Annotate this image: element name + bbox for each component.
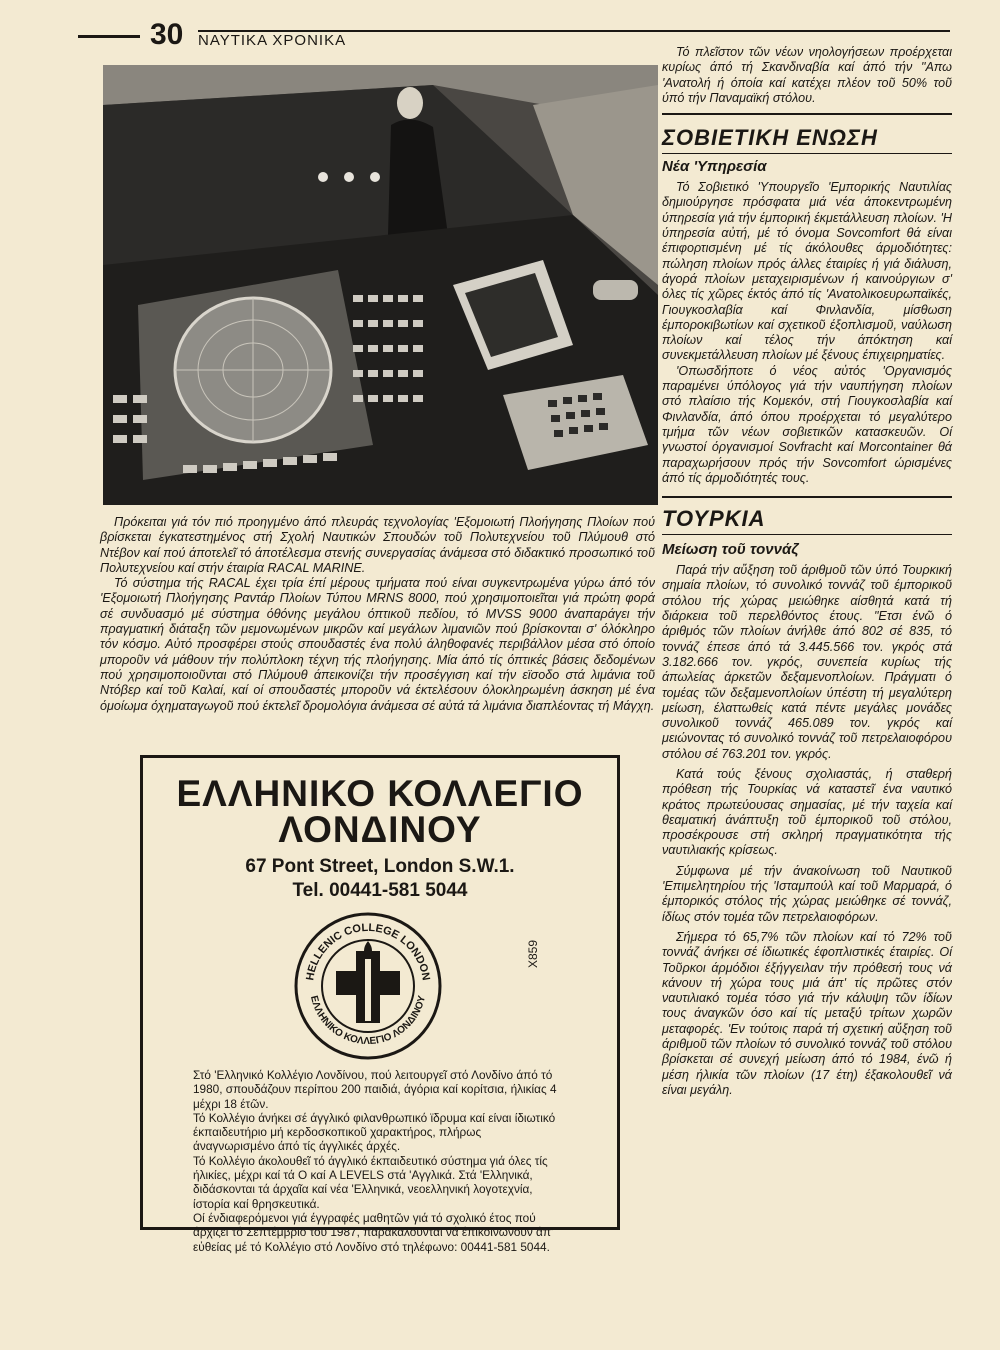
header-rule-left: [78, 35, 140, 38]
photo-caption: [100, 515, 655, 714]
section-subtitle-turkey: Μείωση τοῦ τοννάζ: [662, 541, 799, 559]
ad-body-text: [193, 1068, 563, 1254]
ad-title-line1: ΕΛΛΗΝΙΚΟ ΚΟΛΛΕΓΙΟ: [176, 773, 584, 814]
magazine-name: ΝΑΥΤΙΚΑ ΧΡΟΝΙΚΑ: [198, 32, 347, 49]
soviet-paragraph: Τό Σοβιετικό 'Υπουργεῖο 'Εμπορικής Ναυτιλίας δημιούργησε πρόσφατα μιά νέα άποκεντρωμένη ύπηρεσία γιά τήν έμπορική έκμετάλλευση πλοίων. 'Η ύπηρεσία αὐτή, μέ τό όνομα Sovcomfort θά είναι έπιφορτισμένη μέ τίς άκόλουθες άρμοδιότητες: πώληση πλοίων πρός άλλες έταιρίες ή γιά διάλυση, άγορά πλοίων μεταχειρισμένων ή καινούργιων σ' όλες τίς χῶρες έκτός άπό τίς 'Ανατολικοευρωπαϊκές, Γιουγκοσλαβία καί Φινλανδία, μίσθωση έμπορoκιβωτίων καί σχετικοῦ έξοπλισμοῦ, ναύλωση πλοίων καί τέλος τήν άπόκτηση καί συνεκμετάλλευση πλοίων μέ ξένους έπιχειρηματίες.: [662, 180, 952, 363]
turkey-paragraph: Σήμερα τό 65,7% τῶν πλοίων καί τό 72% τοῦ τοννάζ άνήκει σέ ίδιωτικές έφοπλιστικές έταιρίες. Οί Τοῦρκοι άρμόδιοι έξήγγειλαν τήν πρόθεσή τους νά κάνουν τή χώρα τους μιά άπ' τίς πρῶτες στόν ναυτιλιακό τομέα τόσο γιά τήν κάλυψη τῶν ίδίων τους άναγκῶν όσο καί τίς μεταξύ τρίτων χωρῶν μεταφορές. 'Εν τούτοις παρά τή σχετική αὔξηση τοῦ άριθμοῦ τῶν πλοίων τό συνολικό τοννάζ τοῦ στόλου βρίσκεται σέ συνεχή μείωση άπό τό 1984, ένῶ ή μέση ήλικία τῶν πλοίων (17 έτη) έξακολουθεῖ νά είναι μεγάλη.: [662, 929, 952, 1097]
ad-telephone: Tel. 00441-581 5044: [292, 880, 468, 901]
simulator-illustration: [103, 65, 658, 505]
turkey-paragraph: Παρά τήν αὔξηση τοῦ άριθμοῦ τῶν ύπό Τουρκική σημαία πλοίων, τό συνολικό τοννάζ τοῦ έμπορικοῦ στόλου τής χώρας μειώθηκε αίσθητά κατά τή διάρκεια τοῦ περελθόντος έτους. "Ετσι ένῶ ό άριθμός τῶν πλοίων άνήλθε άπό 802 σέ 835, τό τοννάζ έπεσε άπό τά 3.445.566 τον. γκρός στά 3.182.666 τον. γκρός, συνεπεία κυρίως τής άπωλείας άρκετῶν δεξαμενοπλοίων. Πράγματι ό τομέας τῶν δεξαμενοπλοίων ύπέστη τή μεγαλύτερη μείωση, έλαττωθείς κατά πέντε μεγάλες μονάδες συνολικοῦ τοννάζ 465.089 τον. γκρός καί μειώνοντας τό συνολικό τοννάζ τοῦ πετρελαιοφόρου στόλου σέ 763.201 τον. γκρός.: [662, 563, 952, 761]
page-number: 30: [150, 18, 184, 51]
section-title-underline: [662, 534, 952, 535]
caption-paragraph: Πρόκειται γιά τόν πιό προηγμένο άπό πλευράς τεχνολογίας 'Εξομοιωτή Πλοήγησης Πλοίων πού βρίσκεται έγκατεστημένος στή Σχολή Ναυτικών Σπουδών τοῦ Πολυτεχνείου τοῦ Πλύμουθ στό Ντέβον καί πού άποτελεῖ τό άποτέλεσμα στενής συνεργασίας άνάμεσα στό διδακτικό προσωπικό τοῦ Πολυτεχνείου καί στήν έταιρία RACAL MARINE.: [100, 515, 655, 575]
seal-text-top: HELLENIC COLLEGE LONDON: [304, 921, 432, 982]
section-subtitle-soviet: Νέα 'Υπηρεσία: [662, 158, 767, 176]
seal-text-bottom: ΕΛΛΗΝΙΚΟ ΚΟΛΛΕΓΙΟ ΛΟΝΔΙΝΟΥ: [307, 994, 429, 1048]
section-title-soviet: ΣΟΒΙΕΤΙΚΗ ΕΝΩΣΗ: [662, 125, 878, 151]
college-advertisement: [140, 755, 620, 1254]
right-column: [662, 45, 952, 1098]
caption-paragraph: Τό σύστημα τής RACAL έχει τρία έπί μέρους τμήματα πού είναι συγκεντρωμένα γύρω άπό τόν 'Εξομοιωτή Πλοήγησης Ραντάρ Πλοίων Τύπου MRNS 8000, πού χρησιμοποιεῖται γιά πρώτη φορά σέ συνδυασμό μέ σύστημα όθόνης μεγάλου όπτικοῦ πεδίου, τό MVSS 9000 άναπαράγει τήν πραγματική διάταξη τῶν μεμονωμένων μικρῶν καί μεγάλων λιμανιῶν πού βρίσκονται σ' όλόκληρο τόν κόσμο. Αὐτό προσφέρει στούς σπουδαστές ένα πολύ άληθοφανές περιβάλλον μέσα στό όποίο μποροῦν νά μάθουν τήν πολύπλοκη τέχνη τής πλοήγησης. Μία άπό τίς όπτικές βάσεις δεδομένων πού χρησιμοποιοῦνται στό Πλύμουθ άπεικονίζει τήν προσέγγιση καί τήν εϊσοδο στά λιμάνια τοῦ Ντόβερ καί τοῦ Καλαί, καί οί σπουδαστές μποροῦν νά έκτελέσουν όλοκληρωμένη άσκηση μέ ένα όμοίωμα όχηματαγωγοῦ πού έκτελεῖ δρομολόγια άνάμεσα σέ αὐτά τά λιμάνια διαπλέοντας τή Μάγχη.: [100, 576, 655, 713]
ad-title-line2: ΛΟΝΔΙΝΟΥ: [278, 809, 482, 850]
turkey-paragraph: Κατά τούς ξένους σχολιαστάς, ή σταθερή πρόθεση τής Τουρκίας νά καταστεῖ ένα ναυτικό κράτος πρωτεύουσας σημασίας, μέ τήν ταχεία καί θεαματική άνάπτυξη τοῦ έμπορικοῦ τοῦ στόλου, προσέκρουσε στή σκληρή πραγματικότητα τής ναυτιλιακής κρίσεως.: [662, 766, 952, 858]
section-title-underline: [662, 153, 952, 154]
soviet-paragraph: 'Οπωσδήποτε ό νέος αὐτός 'Οργανισμός παραμένει ύπόλογος γιά τήν ναυπήγηση πλοίων στό πλαίσιο τής Κομεκόν, στή Γιουγκοσλαβία καί Φινλανδία, άπό όπου προέρχεται τό μεγαλύτερο τμήμα τῶν νέων σοβιετικῶν κατασκευῶν. Οί γνωστοί όργανισμοί Sovfracht καί Morcontainer θά παραχωρήσουν πρός τήν Sovcomfort ώρισμένες άπό τίς άρμοδιότητές τους.: [662, 363, 952, 485]
college-seal-icon: [293, 911, 443, 1061]
turkey-paragraph: Σύμφωνα μέ τήν άνακοίνωση τοῦ Ναυτικοῦ 'Επιμελητηρίου τής 'Ισταμπούλ καί τοῦ Μαρμαρά, ό έμπορικός στόλος τής χώρας μειώθηκε σέ τοννάζ, ίδίως στόν τομέα τῶν πετρελαιοφόρων.: [662, 863, 952, 924]
section-divider: [662, 113, 952, 115]
ad-code: X859: [526, 939, 540, 968]
ad-paragraph: Οί ένδιαφερόμενοι γιά έγγραφές μαθητῶν γιά τό σχολικό έτος πού άρχίζει τό Σεπτέμβριο τοῦ 1987, παρακαλοῦνται νά έπικοινωνοῦν άπ' εὐθείας μέ τό Κολλέγιο στό Λονδίνο στό τηλέφωνο: 00441-581 5044.: [193, 1210, 554, 1254]
section-title-turkey: ΤΟΥΡΚΙΑ: [662, 506, 766, 532]
ad-paragraph: Τό Κολλέγιο άνήκει σέ άγγλικό φιλανθρωπικό ϊδρυμα καί είναι ίδιωτικό έκπαιδευτήριο μή κερδοσκοπικοῦ χαρακτήρος, πλήρως άναγνωρισμένο άπό τίς άγγλικές άρχές.: [193, 1110, 556, 1154]
ad-paragraph: Στό 'Ελληνικό Κολλέγιο Λονδίνου, πού λειτουργεῖ στό Λονδίνο άπό τό 1980, σπουδάζουν περίπου 200 παιδιά, άγόρια καί κορίτσια, ήλικίας 4 μέχρι 18 έτῶν.: [193, 1068, 557, 1111]
ad-address: 67 Pont Street, London S.W.1.: [245, 856, 515, 877]
header-rule-right: [198, 30, 950, 32]
simulator-photo: [103, 65, 658, 505]
ad-paragraph: Τό Κολλέγιο άκολουθεῖ τό άγγλικό έκπαιδευτικό σύστημα γιά όλες τίς ήλικίες, μέχρι καί τά O καί A LEVELS στά 'Αγγλικά. Στά 'Ελληνικά, διδάσκονται τά άρχαῖα καί νέα 'Ελληνικά, νεοελληνική λογοτεχνία, ίστορία καί θρησκευτικά.: [193, 1153, 548, 1211]
intro-paragraph: Τό πλεῖστον τῶν νέων νηολογήσεων προέρχεται κυρίως άπό τή Σκανδιναβία καί άπό τήν "Απω 'Ανατολή ή όποία καί κατέχει πλέον τοῦ 50% τοῦ ύπό τήν Παναμαϊκή στόλου.: [662, 45, 952, 105]
section-divider: [662, 496, 952, 498]
